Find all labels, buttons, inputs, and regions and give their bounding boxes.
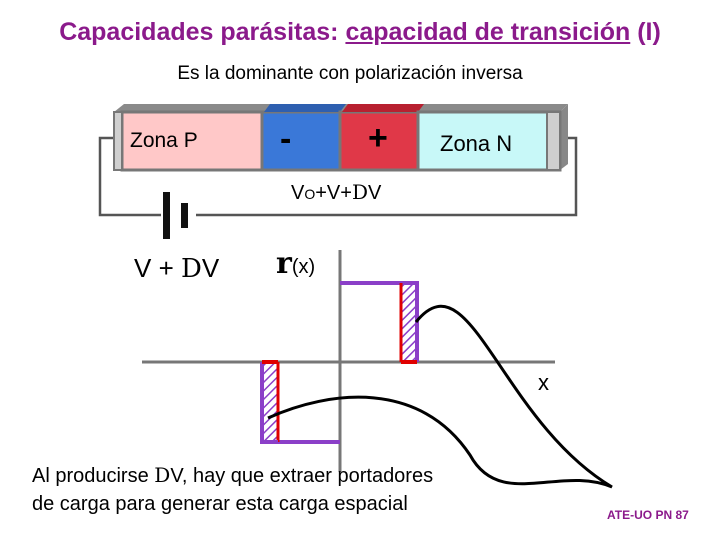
- right-contact: [547, 112, 560, 170]
- pointer-curve: [268, 306, 612, 487]
- voltage-rest: +V+: [315, 182, 352, 204]
- x-axis-label: x: [538, 370, 549, 395]
- source-delta: D: [180, 254, 202, 284]
- footer-line-1: [32, 461, 433, 490]
- title-prefix: Capacidades parásitas:: [59, 18, 346, 46]
- p-zone-label: Zona P: [130, 129, 198, 152]
- footer-line-2: de carga para generar esta carga espacial: [32, 493, 408, 515]
- rho-label: [276, 246, 315, 281]
- plus-sign: +: [368, 119, 388, 157]
- depletion-negative-top: [264, 104, 346, 112]
- depletion-negative: [262, 112, 340, 170]
- charge-negative-hatch: [262, 362, 278, 442]
- minus-sign: -: [280, 120, 292, 158]
- voltage-sub: O: [304, 186, 316, 202]
- source-end: V: [201, 253, 220, 283]
- slide-subtitle: Es la dominante con polarización inversa: [177, 63, 523, 84]
- rho-symbol: r: [276, 246, 292, 281]
- footer-line1-delta: D: [154, 463, 171, 487]
- voltage-label: [291, 180, 381, 205]
- rho-arg: (x): [291, 256, 316, 278]
- source-label: [134, 253, 219, 284]
- charge-positive-hatch: [401, 283, 417, 362]
- slide-reference: ATE-UO PN 87: [607, 508, 689, 522]
- footer-text: [32, 461, 433, 518]
- voltage-delta: D: [351, 180, 368, 204]
- title-suffix: (I): [630, 18, 661, 46]
- footer-line1-prefix: Al producirse: [32, 465, 155, 487]
- left-contact: [114, 112, 122, 170]
- voltage-v: V: [291, 182, 305, 204]
- battery-plate-short: [181, 203, 188, 228]
- footer-line1-rest: V, hay que extraer portadores: [170, 465, 434, 487]
- title-underlined: capacidad de transición: [345, 18, 631, 46]
- depletion-positive-top: [342, 104, 424, 112]
- source-prefix: V +: [134, 253, 181, 283]
- voltage-end: V: [367, 182, 382, 204]
- battery-plate-long: [163, 192, 170, 239]
- n-zone-label: Zona N: [440, 131, 513, 156]
